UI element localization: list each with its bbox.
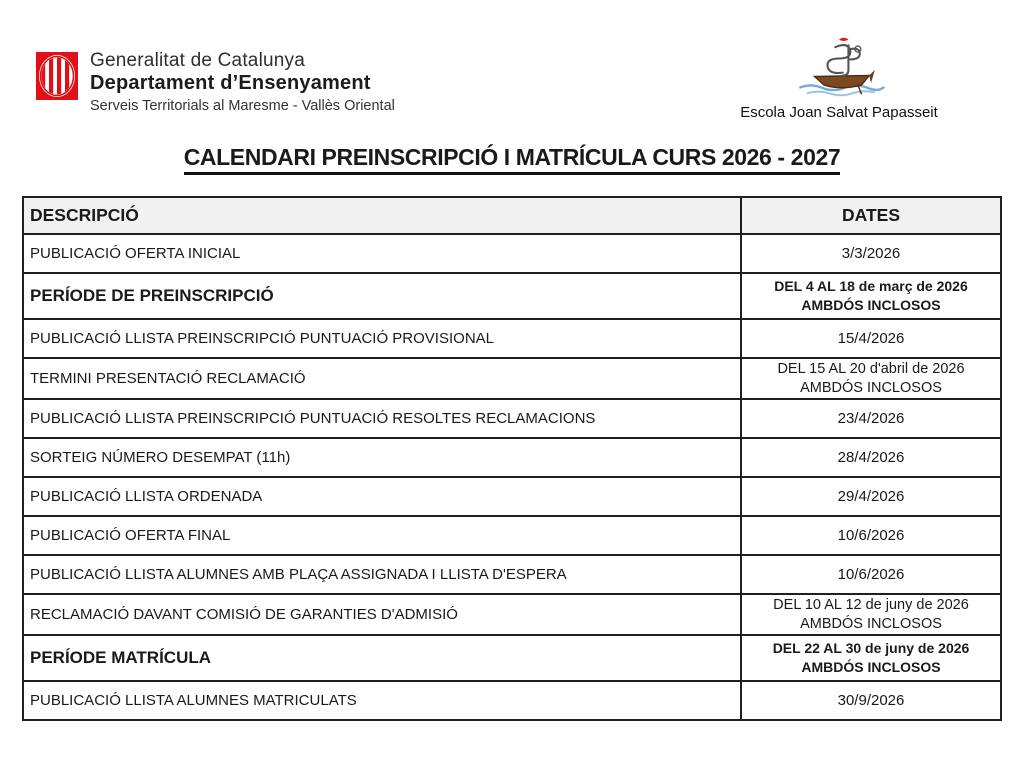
table-row bbox=[23, 358, 1001, 399]
table-body bbox=[23, 234, 1001, 720]
calendar-table bbox=[22, 196, 1002, 721]
table-row bbox=[23, 438, 1001, 477]
row-dates bbox=[741, 516, 1001, 555]
date-line: 28/4/2026 bbox=[837, 449, 905, 466]
table-row bbox=[23, 635, 1001, 681]
row-dates bbox=[741, 319, 1001, 358]
page-title: CALENDARI PREINSCRIPCIÓ I MATRÍCULA CURS 2026 - 2027 bbox=[184, 144, 841, 175]
row-dates bbox=[741, 555, 1001, 594]
school-name: Escola Joan Salvat Papasseit bbox=[740, 104, 938, 121]
generalitat-shield-icon bbox=[36, 52, 78, 100]
date-line: 3/3/2026 bbox=[841, 245, 901, 262]
date-line: 23/4/2026 bbox=[837, 410, 905, 427]
row-dates bbox=[741, 477, 1001, 516]
date-line: 10/6/2026 bbox=[837, 566, 905, 583]
date-line: AMBDÓS INCLOSOS bbox=[800, 615, 942, 632]
date-line: 15/4/2026 bbox=[837, 330, 905, 347]
row-description: PUBLICACIÓ LLISTA ORDENADA bbox=[23, 477, 741, 516]
row-description: PERÍODE MATRÍCULA bbox=[23, 635, 741, 681]
date-line: AMBDÓS INCLOSOS bbox=[800, 379, 942, 396]
row-dates bbox=[741, 234, 1001, 273]
title-wrap bbox=[0, 144, 1024, 175]
school-logo-block bbox=[724, 34, 954, 121]
row-description: TERMINI PRESENTACIÓ RECLAMACIÓ bbox=[23, 358, 741, 399]
table-row bbox=[23, 594, 1001, 635]
table-header-row bbox=[23, 197, 1001, 234]
table-row bbox=[23, 399, 1001, 438]
row-description: PUBLICACIÓ LLISTA ALUMNES AMB PLAÇA ASSIGNADA I LLISTA D'ESPERA bbox=[23, 555, 741, 594]
gencat-text-block bbox=[90, 50, 395, 114]
date-line: 29/4/2026 bbox=[837, 488, 905, 505]
row-dates bbox=[741, 273, 1001, 319]
org-name: Generalitat de Catalunya bbox=[90, 50, 305, 71]
table-row bbox=[23, 681, 1001, 720]
gencat-logo-block bbox=[36, 50, 395, 114]
row-description: PUBLICACIÓ LLISTA PREINSCRIPCIÓ PUNTUACIÓ RESOLTES RECLAMACIONS bbox=[23, 399, 741, 438]
table-row bbox=[23, 516, 1001, 555]
row-dates bbox=[741, 358, 1001, 399]
date-line: AMBDÓS INCLOSOS bbox=[801, 659, 941, 675]
row-dates bbox=[741, 438, 1001, 477]
date-line: DEL 10 AL 12 de juny de 2026 bbox=[773, 596, 969, 613]
date-line: AMBDÓS INCLOSOS bbox=[801, 297, 941, 313]
row-dates bbox=[741, 399, 1001, 438]
row-description: PERÍODE DE PREINSCRIPCIÓ bbox=[23, 273, 741, 319]
date-line: DEL 22 AL 30 de juny de 2026 bbox=[772, 640, 970, 656]
table-row bbox=[23, 273, 1001, 319]
table-row bbox=[23, 234, 1001, 273]
date-line: 30/9/2026 bbox=[837, 692, 905, 709]
row-description: RECLAMACIÓ DAVANT COMISIÓ DE GARANTIES D'ADMISIÓ bbox=[23, 594, 741, 635]
letterhead bbox=[0, 0, 1024, 140]
row-description: PUBLICACIÓ OFERTA FINAL bbox=[23, 516, 741, 555]
table-row bbox=[23, 477, 1001, 516]
table-row bbox=[23, 555, 1001, 594]
date-line: DEL 15 AL 20 d'abril de 2026 bbox=[777, 360, 965, 377]
table-row bbox=[23, 319, 1001, 358]
column-header-dates: DATES bbox=[741, 197, 1001, 234]
column-header-descripcio: DESCRIPCIÓ bbox=[23, 197, 741, 234]
date-line: DEL 4 AL 18 de març de 2026 bbox=[774, 278, 968, 294]
row-description: PUBLICACIÓ LLISTA ALUMNES MATRICULATS bbox=[23, 681, 741, 720]
row-description: PUBLICACIÓ LLISTA PREINSCRIPCIÓ PUNTUACIÓ PROVISIONAL bbox=[23, 319, 741, 358]
school-boat-icon bbox=[791, 34, 887, 100]
row-dates bbox=[741, 635, 1001, 681]
row-description: PUBLICACIÓ OFERTA INICIAL bbox=[23, 234, 741, 273]
row-description: SORTEIG NÚMERO DESEMPAT (11h) bbox=[23, 438, 741, 477]
date-line: 10/6/2026 bbox=[837, 527, 905, 544]
row-dates bbox=[741, 681, 1001, 720]
territorial-services: Serveis Territorials al Maresme - Vallès Oriental bbox=[90, 98, 395, 114]
department-name: Departament d’Ensenyament bbox=[90, 72, 371, 94]
row-dates bbox=[741, 594, 1001, 635]
